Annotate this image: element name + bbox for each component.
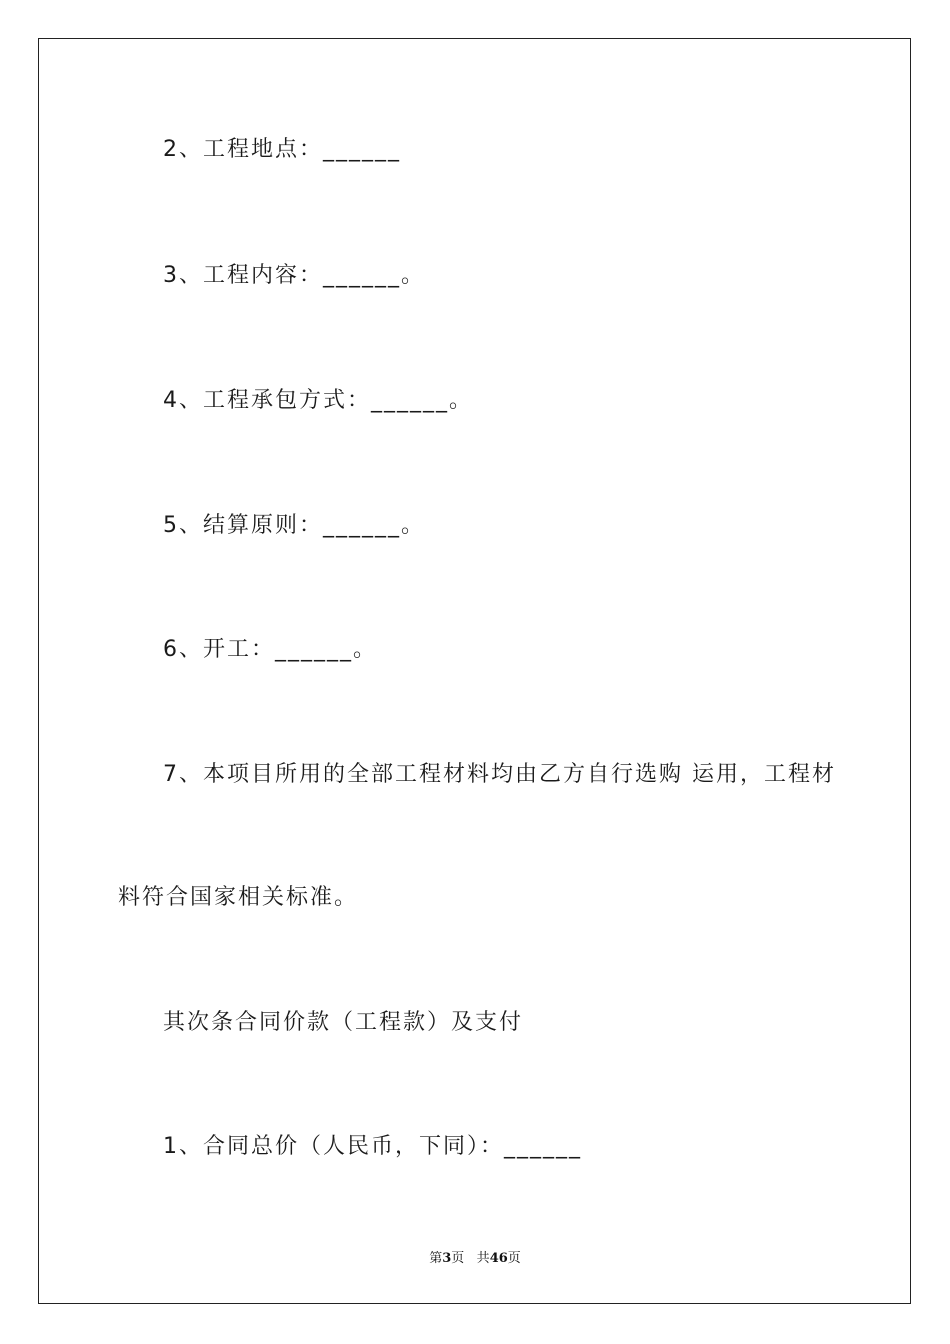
clause-line-5: 6、开工：______。 <box>163 637 377 662</box>
clause-line-7: 1、合同总价（人民币，下同）：______ <box>163 1134 582 1159</box>
footer-total-suffix: 页 <box>507 1251 521 1266</box>
clause-line-6: 7、本项目所用的全部工程材料均由乙方自行选购 运用，工程材 <box>163 762 836 787</box>
clause-line-3: 4、工程承包方式：______。 <box>163 388 473 413</box>
section-heading: 其次条合同价款（工程款）及支付 <box>163 1010 524 1035</box>
clause-line-2: 3、工程内容：______。 <box>163 263 425 288</box>
clause-line-1: 2、工程地点：______ <box>163 137 401 162</box>
footer-total-pages: 46 <box>489 1251 508 1266</box>
footer-total-prefix: 共 <box>476 1251 490 1266</box>
page-border <box>38 38 911 1304</box>
page-footer <box>0 1247 950 1266</box>
footer-page-suffix: 页 <box>451 1251 465 1266</box>
footer-page-number: 3 <box>442 1251 452 1266</box>
clause-line-6-continued: 料符合国家相关标准。 <box>118 885 359 910</box>
footer-page-prefix: 第 <box>429 1251 443 1266</box>
clause-line-4: 5、结算原则：______。 <box>163 513 425 538</box>
